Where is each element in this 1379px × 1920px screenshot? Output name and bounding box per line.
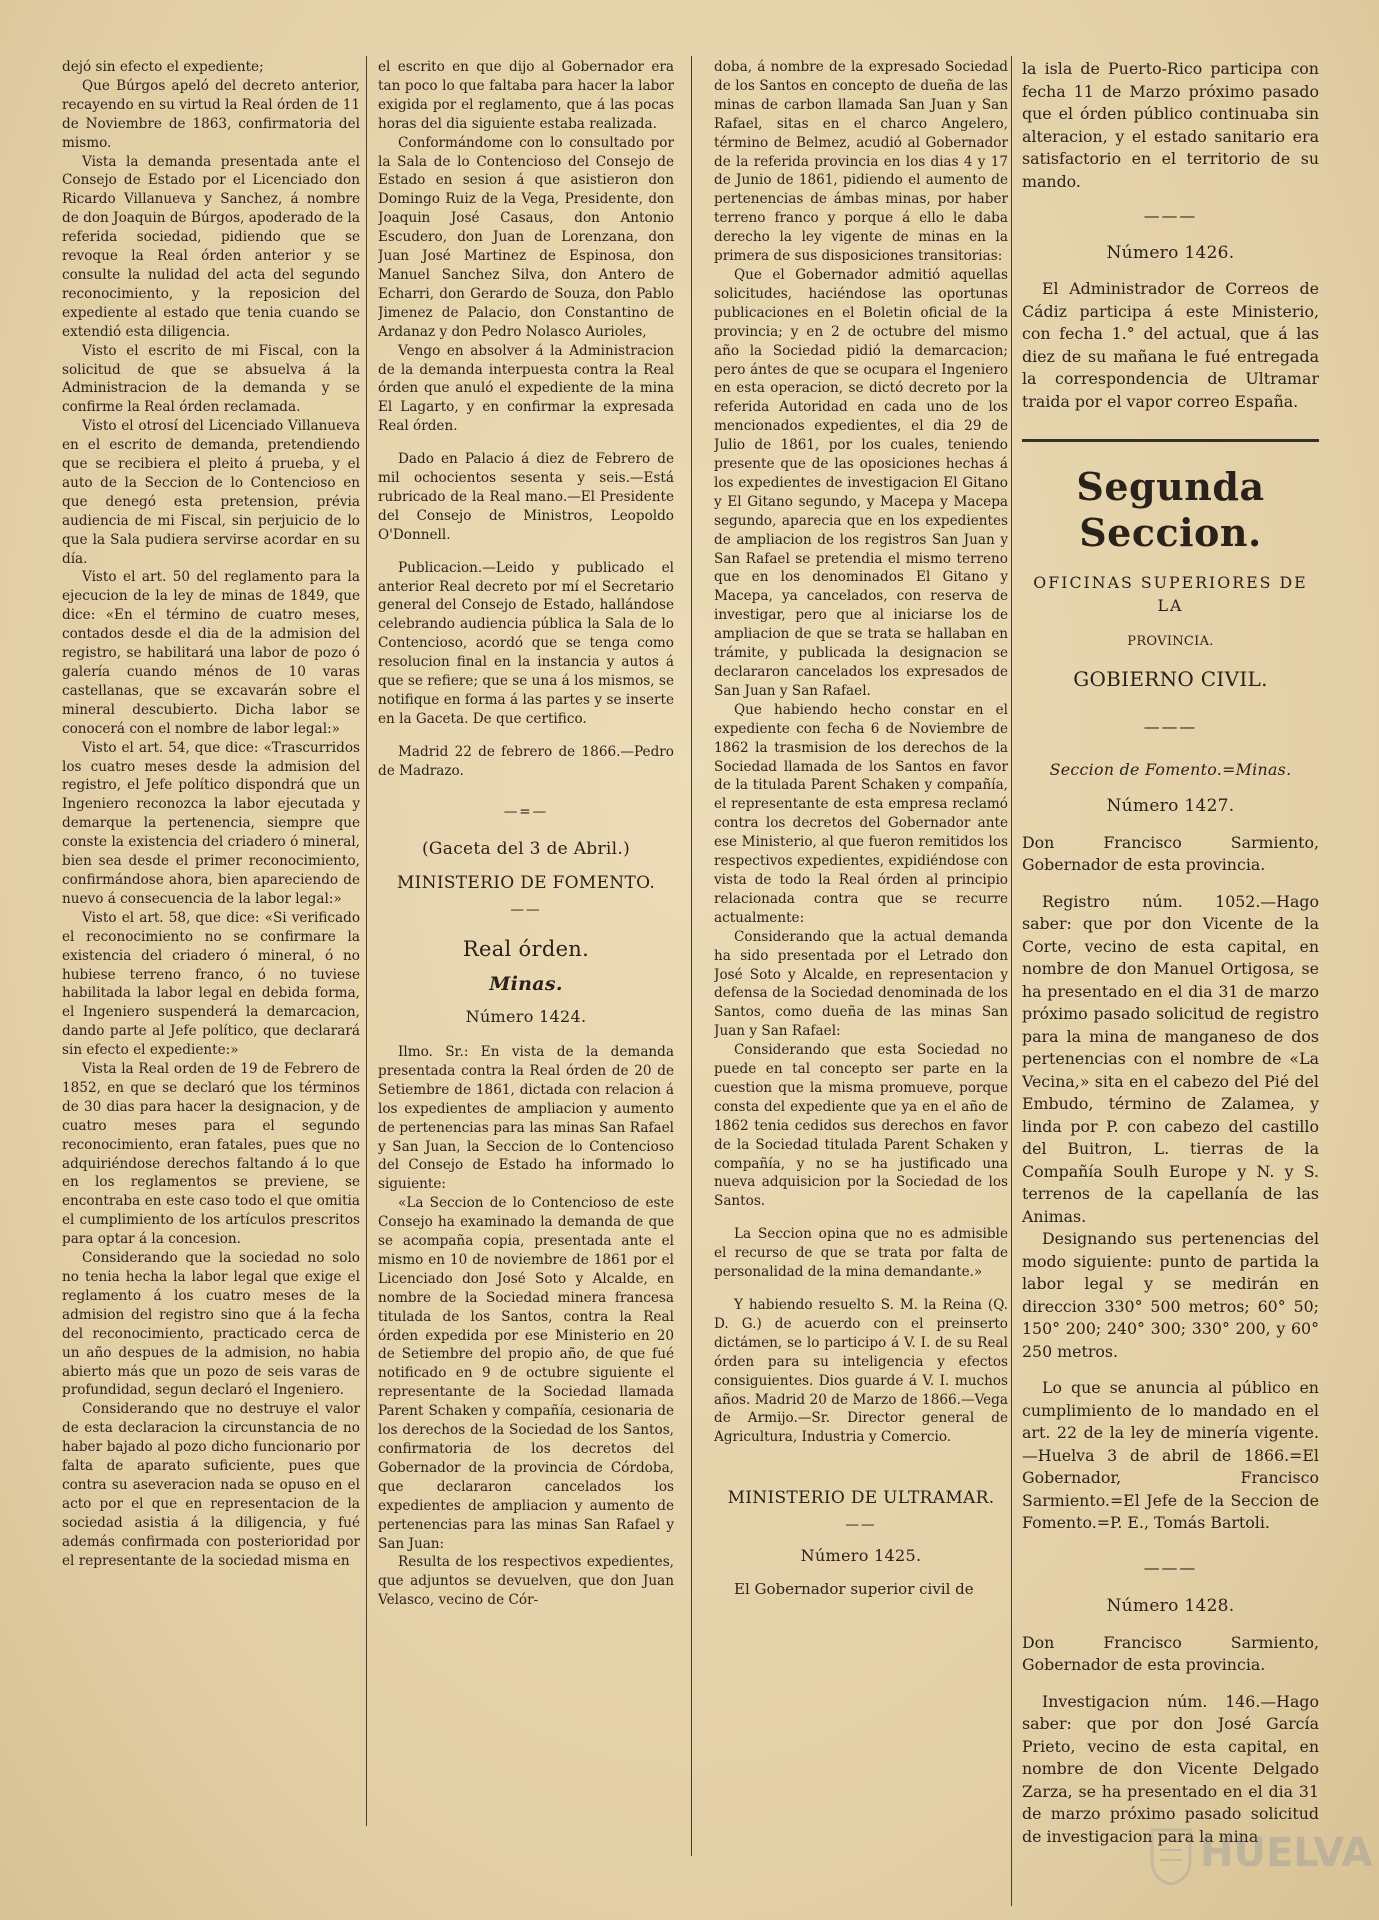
paragraph: Designando sus pertenencias del modo siguiente: punto de partida la labor legal y se medirán en direccion 330° 500 metros; 60° 50; 150° 200; 240° 300; 330° 200, y 60° 250 metros. bbox=[1022, 1229, 1319, 1361]
column-rule bbox=[1011, 56, 1012, 1906]
seccion-fomento-heading: Seccion de Fomento.=Minas. bbox=[1049, 759, 1292, 779]
paragraph: Que el Gobernador admitió aquellas solicitudes, haciéndose las oportunas publicaciones en el Boletin oficial de la provincia; y en 2 de octubre del mismo año la Sociedad pidió la demarcacion; pero ántes de que se ocupara el Ingeniero en esta operacion, se dictó decreto por la referida Autoridad en cada uno de los mencionados expedientes, el dia 29 de Julio de 1861, por los cuales, teniendo presente que de las oposiciones hechas á los expedientes de investigacion El Gitano y El Gitano segundo, y Macepa y Macepa segundo, aparecia que en los expedientes de ampliacion de los registros San Juan y San Rafael se pretendia el mismo terreno que en los denominados El Gitano y Macepa, ya cancelados, con reserva de investigar, pero que al iniciarse los de ampliacion de que se trata se hallaban en trámite, y publicada la designacion se declararon cancelados los expresados de San Juan y San Rafael. bbox=[714, 266, 1008, 699]
column-2 bbox=[378, 58, 674, 1610]
paragraph: Que Búrgos apeló del decreto anterior, recayendo en su virtud la Real órden de 11 de Noviembre de 1863, confirmatoria del mismo. bbox=[62, 77, 360, 151]
separator: ——— bbox=[1143, 717, 1198, 736]
paragraph: Considerando que la actual demanda ha sido presentada por el Letrado don José Soto y Alcalde, en representacion y defensa de la Sociedad denominada de los Santos, como dueña de las minas San Juan y San Rafael: bbox=[714, 928, 1008, 1040]
paragraph: la isla de Puerto-Rico participa con fecha 11 de Marzo próximo pasado que el órden público continuaba sin alteracion, y el estado sanitario era satisfactorio en el territorio de su mando. bbox=[1022, 59, 1319, 191]
paragraph: Que habiendo hecho constar en el expediente con fecha 6 de Noviembre de 1862 la trasmision de los derechos de la Sociedad llamada de los Santos en favor de la titulada Parent Schaken y compañía, el representante de esta empresa reclamó contra los decretos del Gobernador ante ese Ministerio, al que fueron remitidos los respectivos expedientes, expidiéndose con vista de todo la Real órden al principio relacionada contra que se recurre actualmente: bbox=[714, 701, 1008, 926]
numero-1427: Número 1427. bbox=[1106, 796, 1235, 816]
paragraph: el escrito en que dijo al Gobernador era tan poco lo que faltaba para hacer la labor exigida por el reglamento, que á las pocas horas del dia siguiente estaba realizada. bbox=[378, 59, 674, 132]
separator: ——— bbox=[1143, 1557, 1198, 1577]
paragraph: Considerando que la sociedad no solo no tenia hecha la labor legal que exige el reglamento á los cuatro meses de la admision del registro sino que á la fecha del reconocimiento, practicado cerca de un año despues de la admision, no habia abierto más que un pozo de seis varas de profundidad, segun declaró el Ingeniero. bbox=[62, 1250, 360, 1399]
paragraph: Resulta de los respectivos expedientes, que adjuntos se devuelven, que don Juan Velasco, vecino de Cór- bbox=[378, 1554, 674, 1609]
separator: ——— bbox=[1143, 206, 1198, 225]
column-rule bbox=[691, 56, 692, 1856]
ministerio-ultramar-heading: MINISTERIO DE ULTRAMAR. bbox=[727, 1488, 995, 1509]
numero-1425: Número 1425. bbox=[800, 1546, 922, 1566]
paragraph: Visto el escrito de mi Fiscal, con la solicitud de que se absuelva á la Administracion de la demanda y se confirme la Real órden reclamada. bbox=[62, 342, 360, 416]
library-watermark: HUELVA bbox=[1200, 1830, 1373, 1876]
numero-1424: Número 1424. bbox=[465, 1007, 587, 1027]
separator: —— bbox=[510, 902, 542, 919]
paragraph: Registro núm. 1052.—Hago saber: que por don Vicente de la Corte, vecino de esta capital, en nombre de don Manuel Ortigosa, se ha presentado en el dia 31 de marzo próximo pasado solicitud de registro para la mina de manganeso de dos pertenencias con el nombre de «La Vecina,» sita en el cabezo del Pié del Embudo, término de Zalamea, y linda por P. con cabezo del castillo del Buitron, L. tierras de la Compañía Soulh Europe y N. y S. terrenos de la capellanía de las Animas. bbox=[1022, 891, 1319, 1226]
paragraph: Investigacion núm. 146.—Hago saber: que por don José García Prieto, vecino de esta capital, en nombre de don Vicente Delgado Zarza, se ha presentado en el dia 31 de marzo próximo pasado solicitud de investigacion para la mina bbox=[1022, 1691, 1319, 1846]
paragraph: Vista la demanda presentada ante el Consejo de Estado por el Licenciado don Ricardo Villanueva y Sanchez, á nombre de don Joaquin de Búrgos, apoderado de la referida sociedad, pidiendo que se revoque la Real órden anterior y se consulte la nulidad del acta del segundo reconocimiento, y la reposicion del expediente al estado que tenia cuando se extendió esta diligencia. bbox=[62, 153, 360, 340]
paragraph: Considerando que no destruye el valor de esta declaracion la circunstancia de no haber bajado al pozo dicho funcionario por falta de aparato suficiente, pues que contra su aseveracion nada se opuso en el acto por el que en representacion de la sociedad asistia á la diligencia, y fué además confirmada con posterioridad por el representante de la sociedad misma en bbox=[62, 1401, 360, 1569]
paragraph: El Administrador de Correos de Cádiz participa á este Ministerio, con fecha 1.° del actual, que á las diez de su mañana le fué entregada la correspondencia de Ultramar traida por el vapor correo España. bbox=[1022, 279, 1319, 411]
paragraph: Publicacion.—Leido y publicado el anterior Real decreto por mí el Secretario general del Consejo de Estado, hallándose celebrando audiencia pública la Sala de lo Contencioso, acordó que se tenga como resolucion final en la instancia y autos á que se refiere; que se una á los mismos, se notifique en forma á las partes y se inserte en la Gaceta. De que certifico. bbox=[378, 559, 674, 727]
separator: —— bbox=[845, 1517, 877, 1534]
column-4 bbox=[1022, 58, 1319, 1848]
paragraph: Visto el art. 50 del reglamento para la ejecucion de la ley de minas de 1849, que dice: «En el término de cuatro meses, contados desde el dia de la admision del registro, se habilitará una labor de pozo ó galería cuando ménos de 10 varas castellanas, que se excavarán sobre el mineral descubierto. Dicha labor se conocerá con el nombre de labor legal:» bbox=[62, 569, 360, 737]
column-rule bbox=[366, 56, 367, 1826]
numero-1428: Número 1428. bbox=[1106, 1596, 1235, 1616]
seal-watermark-icon bbox=[1148, 1826, 1194, 1886]
column-3 bbox=[714, 58, 1008, 1599]
paragraph: Conformándome con lo consultado por la Sala de lo Contencioso del Consejo de Estado en sesion á que asistieron don Domingo Ruiz de la Vega, Presidente, don Joaquin José Casaus, don Antonio Escudero, don Juan de Lorenzana, don Juan José Martinez de Espinosa, don Manuel Sanchez Silva, don Antero de Echarri, don Gerardo de Souza, don Pablo Jimenez de Palacio, don Constantino de Ardanaz y don Pedro Nolasco Aurioles, bbox=[378, 134, 674, 340]
paragraph: Madrid 22 de febrero de 1866.—Pedro de Madrazo. bbox=[378, 743, 674, 779]
segunda-seccion-banner: Segunda Seccion. bbox=[1076, 464, 1265, 555]
paragraph: Y habiendo resuelto S. M. la Reina (Q. D. G.) de acuerdo con el preinserto dictámen, se lo participo á V. I. de su Real órden para su inteligencia y efectos consiguientes. Dios guarde á V. I. muchos años. Madrid 20 de Marzo de 1866.—Vega de Armijo.—Sr. Director general de Agricultura, Industria y Comercio. bbox=[714, 1297, 1008, 1446]
paragraph: La Seccion opina que no es admisible el recurso de que se trata por falta de personalidad de la mina demandante.» bbox=[714, 1226, 1008, 1281]
provincia-heading: PROVINCIA. bbox=[1127, 634, 1214, 649]
ministerio-heading: MINISTERIO DE FOMENTO. bbox=[396, 873, 656, 894]
paragraph: Vengo en absolver á la Administracion de la demanda interpuesta contra la Real órden que anuló el expediente de la mina El Lagarto, y en confirmar la expresada Real órden. bbox=[378, 342, 674, 435]
paragraph: Visto el art. 58, que dice: «Si verificado el reconocimiento no se confirmare la existencia del criadero ó mineral, ó no hubiese terreno franco, ó no tuviese habilitada la labor legal en debida forma, el Ingeniero suspenderá la demarcacion, dando parte al Jefe político, que declarará sin efecto el expediente:» bbox=[62, 909, 360, 1059]
minas-subheading: Minas. bbox=[489, 973, 563, 996]
real-orden-heading: Real órden. bbox=[462, 937, 590, 962]
paragraph: Visto el art. 54, que dice: «Trascurridos los cuatro meses desde la admision del registro, el Jefe político dispondrá que un Ingeniero reconozca la labor ejecutada y demarque la pertenencia, siempre que conste la existencia del criadero ó mineral, bien sea desde el primer reconocimiento, confirmándose ahora, bien apareciendo de nuevo á consecuencia de la labor legal:» bbox=[62, 739, 360, 907]
paragraph: Visto el otrosí del Licenciado Villanueva en el escrito de demanda, pretendiendo que se recibiera el pleito á prueba, y el auto de la Seccion de lo Contencioso en que denegó esta pretension, prévia audiencia de mi Fiscal, sin perjuicio de lo que la Sala pudiera servirse acordar en su día. bbox=[62, 418, 360, 567]
numero-1426: Número 1426. bbox=[1106, 242, 1235, 263]
paragraph: Considerando que esta Sociedad no puede en tal concepto ser parte en la cuestion que la misma promueve, porque consta del expediente que ya en el año de 1862 tenia cedidos sus derechos en favor de la Sociedad titulada Parent Schaken y compañía, y no se ha justificado una nueva adquisicion por la Sociedad de los Santos. bbox=[714, 1042, 1008, 1210]
separator: —=— bbox=[503, 803, 549, 820]
gobierno-civil-heading: GOBIERNO CIVIL. bbox=[1073, 666, 1268, 691]
oficinas-heading: OFICINAS SUPERIORES DE LA bbox=[1033, 573, 1308, 615]
paragraph: Vista la Real orden de 19 de Febrero de 1852, en que se declaró que los términos de 30 dias para hacer la designacion, y de cuatro meses para el segundo reconocimiento, eran fatales, pues que no adquiriéndose derechos faltando á lo que en los reglamentos se previene, se encontraba en este caso todo el que omitia el cumplimiento de los artículos prescritos para optar á la concesion. bbox=[62, 1061, 360, 1248]
paragraph: «La Seccion de lo Contencioso de este Consejo ha examinado la demanda de que se acompaña copia, presentada ante el mismo en 10 de noviembre de 1861 por el Licenciado don José Soto y Alcalde, en nombre de la Sociedad minera francesa titulada de los Santos, contra la Real órden expedida por ese Ministerio en 20 de Setiembre del propio año, de que fué notificado en 9 de octubre siguiente el representante de la Sociedad llamada Parent Schaken y compañía, cesionaria de los derechos de la Sociedad de los Santos, confirmatoria de los decretos del Gobernador de la provincia de Córdoba, que declararon cancelados los expedientes de ampliacion y aumento de pertenencias para las minas San Rafael y San Juan: bbox=[378, 1195, 674, 1552]
paragraph: Don Francisco Sarmiento, Gobernador de esta provincia. bbox=[1022, 832, 1319, 874]
gaceta-date: (Gaceta del 3 de Abril.) bbox=[421, 838, 631, 859]
column-1 bbox=[62, 58, 360, 1571]
paragraph: Dado en Palacio á diez de Febrero de mil ochocientos sesenta y seis.—Está rubricado de la Real mano.—El Presidente del Consejo de Ministros, Leopoldo O'Donnell. bbox=[378, 451, 674, 543]
paragraph: dejó sin efecto el expediente; bbox=[62, 59, 264, 75]
section-rule bbox=[1022, 439, 1319, 442]
paragraph: Ilmo. Sr.: En vista de la demanda presentada contra la Real órden de 20 de Setiembre de 1861, dictada con relacion á los expedientes de ampliacion y aumento de pertenencias para las minas San Rafael y San Juan, la Seccion de lo Contencioso del Consejo de Estado ha informado lo siguiente: bbox=[378, 1043, 674, 1193]
paragraph: Don Francisco Sarmiento, Gobernador de esta provincia. bbox=[1022, 1632, 1319, 1674]
paragraph: Lo que se anuncia al público en cumplimiento de lo mandado en el art. 22 de la ley de minería vigente. —Huelva 3 de abril de 1866.=El Gobernador, Francisco Sarmiento.=El Jefe de la Seccion de Fomento.=P. E., Tomás Bartoli. bbox=[1022, 1378, 1319, 1532]
paragraph: doba, á nombre de la expresado Sociedad de los Santos en concepto de dueña de las minas de carbon llamada San Juan y San Rafael, sitas en el charco Angelero, término de Belmez, acudió al Gobernador de la referida provincia en los dias 4 y 17 de Junio de 1861, pidiendo el aumento de pertenencias de ámbas minas, por haber terreno franco y porque á ello le daba derecho la ley vigente de minas en la primera de sus disposiciones transitorias: bbox=[714, 59, 1008, 265]
paragraph: El Gobernador superior civil de bbox=[734, 1579, 974, 1598]
